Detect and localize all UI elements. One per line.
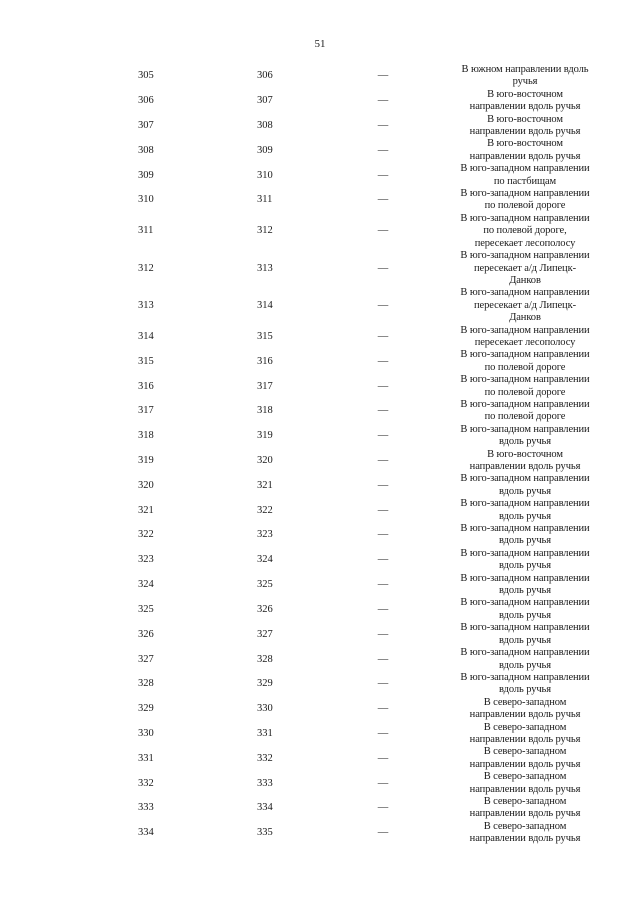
dash-separator: — bbox=[377, 169, 389, 181]
dash-separator: — bbox=[377, 330, 389, 342]
point-from: 306 bbox=[138, 95, 154, 107]
point-to: 319 bbox=[257, 430, 273, 442]
table-row bbox=[0, 796, 640, 821]
direction-description: В юго-западном направлении вдоль ручья bbox=[460, 622, 590, 646]
table-row bbox=[0, 138, 640, 163]
point-to: 313 bbox=[257, 262, 273, 274]
table-row bbox=[0, 188, 640, 213]
point-from: 326 bbox=[138, 628, 154, 640]
direction-description: В юго-восточном направлении вдоль ручья bbox=[469, 88, 581, 113]
dash-separator: — bbox=[377, 802, 389, 814]
point-to: 315 bbox=[257, 330, 273, 342]
table-row bbox=[0, 647, 640, 672]
point-to: 314 bbox=[257, 299, 273, 311]
table-row bbox=[0, 573, 640, 598]
point-to: 327 bbox=[257, 628, 273, 640]
dash-separator: — bbox=[377, 262, 389, 274]
dash-separator: — bbox=[377, 777, 389, 789]
dash-separator: — bbox=[377, 430, 389, 442]
table-row bbox=[0, 771, 640, 796]
direction-description: В юго-западном направлении вдоль ручья bbox=[460, 597, 590, 621]
point-from: 310 bbox=[138, 194, 154, 206]
dash-separator: — bbox=[377, 70, 389, 82]
table-row bbox=[0, 697, 640, 722]
point-from: 320 bbox=[138, 479, 154, 491]
point-to: 334 bbox=[257, 802, 273, 814]
point-from: 329 bbox=[138, 703, 154, 715]
direction-description: В юго-западном направлении вдоль ручья bbox=[460, 547, 590, 572]
point-from: 318 bbox=[138, 430, 154, 442]
point-from: 333 bbox=[138, 802, 154, 814]
point-from: 332 bbox=[138, 777, 154, 789]
point-to: 329 bbox=[257, 678, 273, 690]
point-to: 321 bbox=[257, 479, 273, 491]
point-to: 333 bbox=[257, 777, 273, 789]
point-from: 319 bbox=[138, 455, 154, 466]
direction-description: В северо-западном направлении вдоль ручья bbox=[469, 795, 581, 820]
table-row bbox=[0, 114, 640, 139]
table-row bbox=[0, 89, 640, 114]
point-to: 325 bbox=[257, 579, 273, 591]
direction-description: В юго-восточном направлении вдоль ручья bbox=[469, 138, 581, 162]
direction-description: В юго-западном направлении по полевой дороге bbox=[460, 374, 590, 398]
point-to: 312 bbox=[257, 225, 273, 237]
point-from: 307 bbox=[138, 120, 154, 132]
point-from: 321 bbox=[138, 504, 154, 516]
direction-description: В юго-западном направлении пересекает а/д Липецк- Данков bbox=[460, 287, 590, 324]
point-to: 330 bbox=[257, 703, 273, 715]
point-from: 305 bbox=[138, 70, 154, 82]
dash-separator: — bbox=[377, 653, 389, 665]
table-row bbox=[0, 597, 640, 622]
dash-separator: — bbox=[377, 727, 389, 739]
point-from: 328 bbox=[138, 678, 154, 690]
table-row bbox=[0, 250, 640, 287]
dash-separator: — bbox=[377, 504, 389, 516]
dash-separator: — bbox=[377, 752, 389, 764]
direction-description: В юго-западном направлении по полевой дороге bbox=[460, 398, 590, 423]
direction-description: В юго-западном направлении по полевой дороге bbox=[460, 349, 590, 373]
dash-separator: — bbox=[377, 529, 389, 541]
dash-separator: — bbox=[377, 455, 389, 466]
table-row bbox=[0, 473, 640, 498]
dash-separator: — bbox=[377, 120, 389, 132]
table-row bbox=[0, 672, 640, 697]
point-from: 308 bbox=[138, 144, 154, 156]
table-row bbox=[0, 424, 640, 449]
direction-description: В южном направлении вдоль ручья bbox=[461, 64, 589, 88]
point-to: 318 bbox=[257, 405, 273, 417]
point-from: 334 bbox=[138, 827, 154, 839]
dash-separator: — bbox=[377, 678, 389, 690]
point-to: 324 bbox=[257, 554, 273, 566]
table-row bbox=[0, 399, 640, 424]
direction-description: В юго-восточном направлении вдоль ручья bbox=[469, 448, 581, 472]
point-to: 332 bbox=[257, 752, 273, 764]
point-from: 313 bbox=[138, 299, 154, 311]
dash-separator: — bbox=[377, 827, 389, 839]
point-to: 335 bbox=[257, 827, 273, 839]
point-from: 311 bbox=[138, 225, 154, 237]
dash-separator: — bbox=[377, 380, 389, 392]
table-row bbox=[0, 746, 640, 771]
direction-description: В северо-западном направлении вдоль ручья bbox=[469, 771, 581, 795]
point-to: 331 bbox=[257, 727, 273, 739]
point-from: 322 bbox=[138, 529, 154, 541]
point-from: 323 bbox=[138, 554, 154, 566]
direction-description: В северо-западном направлении вдоль ручья bbox=[469, 820, 581, 845]
table-row bbox=[0, 548, 640, 573]
direction-description: В юго-западном направлении по полевой дороге, пересекает лесополосу bbox=[460, 212, 590, 249]
point-from: 327 bbox=[138, 653, 154, 665]
point-to: 320 bbox=[257, 455, 273, 466]
point-to: 322 bbox=[257, 504, 273, 516]
direction-description: В юго-западном направлении по пастбищам bbox=[460, 163, 590, 187]
dash-separator: — bbox=[377, 144, 389, 156]
direction-description: В юго-западном направлении вдоль ручья bbox=[460, 423, 590, 448]
dash-separator: — bbox=[377, 405, 389, 417]
direction-description: В юго-западном направлении вдоль ручья bbox=[460, 647, 590, 671]
point-from: 312 bbox=[138, 262, 154, 274]
dash-separator: — bbox=[377, 628, 389, 640]
point-from: 330 bbox=[138, 727, 154, 739]
direction-description: В юго-западном направлении вдоль ручья bbox=[460, 473, 590, 497]
dash-separator: — bbox=[377, 194, 389, 206]
direction-description: В юго-западном направлении вдоль ручья bbox=[460, 572, 590, 597]
page-number: 51 bbox=[314, 38, 326, 50]
table-row bbox=[0, 449, 640, 474]
point-to: 316 bbox=[257, 355, 273, 367]
table-row bbox=[0, 722, 640, 747]
table-row bbox=[0, 213, 640, 250]
direction-description: В юго-западном направлении вдоль ручья bbox=[460, 498, 590, 522]
dash-separator: — bbox=[377, 299, 389, 311]
point-from: 331 bbox=[138, 752, 154, 764]
point-to: 317 bbox=[257, 380, 273, 392]
point-from: 314 bbox=[138, 330, 154, 342]
direction-description: В северо-западном направлении вдоль ручья bbox=[469, 746, 581, 770]
dash-separator: — bbox=[377, 579, 389, 591]
table-row bbox=[0, 374, 640, 399]
direction-description: В юго-западном направлении пересекает а/д Липецк- Данков bbox=[460, 250, 590, 286]
table-row bbox=[0, 64, 640, 89]
direction-description: В северо-западном направлении вдоль ручья bbox=[469, 696, 581, 721]
table-row bbox=[0, 325, 640, 350]
direction-description: В юго-западном направлении вдоль ручья bbox=[460, 671, 590, 696]
dash-separator: — bbox=[377, 355, 389, 367]
point-from: 315 bbox=[138, 355, 154, 367]
point-to: 328 bbox=[257, 653, 273, 665]
table-row bbox=[0, 498, 640, 523]
point-to: 323 bbox=[257, 529, 273, 541]
table-row bbox=[0, 287, 640, 324]
table-row bbox=[0, 349, 640, 374]
boundary-table bbox=[0, 64, 640, 846]
dash-separator: — bbox=[377, 95, 389, 107]
dash-separator: — bbox=[377, 225, 389, 237]
point-to: 311 bbox=[257, 194, 273, 206]
point-to: 308 bbox=[257, 120, 273, 132]
dash-separator: — bbox=[377, 603, 389, 615]
dash-separator: — bbox=[377, 554, 389, 566]
point-from: 317 bbox=[138, 405, 154, 417]
point-to: 309 bbox=[257, 144, 273, 156]
direction-description: В юго-западном направлении вдоль ручья bbox=[460, 523, 590, 547]
point-from: 309 bbox=[138, 169, 154, 181]
point-to: 307 bbox=[257, 95, 273, 107]
point-to: 310 bbox=[257, 169, 273, 181]
point-from: 316 bbox=[138, 380, 154, 392]
point-from: 324 bbox=[138, 579, 154, 591]
point-to: 326 bbox=[257, 603, 273, 615]
point-to: 306 bbox=[257, 70, 273, 82]
direction-description: В юго-восточном направлении вдоль ручья bbox=[469, 113, 581, 138]
dash-separator: — bbox=[377, 479, 389, 491]
direction-description: В юго-западном направлении пересекает лесополосу bbox=[460, 324, 590, 348]
table-row bbox=[0, 163, 640, 188]
direction-description: В северо-западном направлении вдоль ручья bbox=[469, 721, 581, 745]
direction-description: В юго-западном направлении по полевой дороге bbox=[460, 188, 590, 212]
table-row bbox=[0, 523, 640, 548]
dash-separator: — bbox=[377, 703, 389, 715]
table-row bbox=[0, 821, 640, 846]
point-from: 325 bbox=[138, 603, 154, 615]
table-row bbox=[0, 622, 640, 647]
